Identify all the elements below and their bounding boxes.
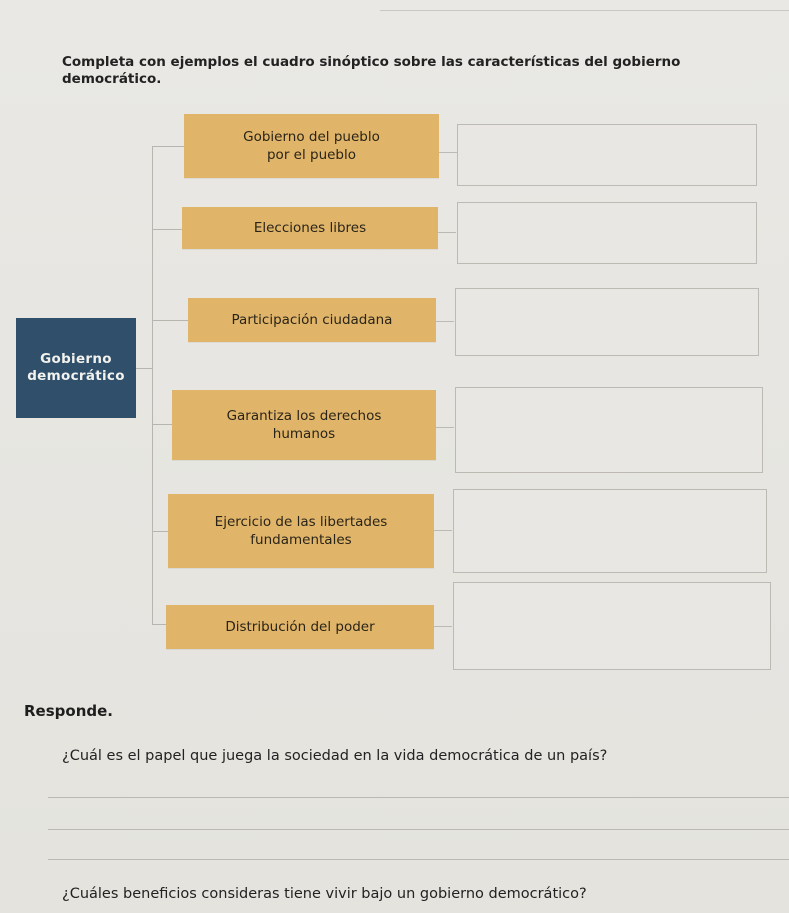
branch-box-1: [184, 114, 439, 178]
branch-box-2: [182, 207, 438, 249]
branch-4-line2: humanos: [272, 426, 336, 442]
branch-1-line2: por el pueblo: [266, 147, 357, 163]
branch-1-line1: Gobierno del pueblo: [243, 129, 380, 145]
answer-connector-3: [436, 321, 454, 322]
answer-connector-6: [434, 626, 452, 627]
bracket-tick-2: [152, 229, 182, 230]
answer-box-2[interactable]: [457, 202, 757, 264]
answer-line-a1[interactable]: [48, 797, 789, 798]
bracket-tick-3: [152, 320, 188, 321]
answer-box-3[interactable]: [455, 288, 759, 356]
answer-box-4[interactable]: [455, 387, 763, 473]
bracket-tick-5: [152, 531, 168, 532]
answer-box-5[interactable]: [453, 489, 767, 573]
answer-line-a3[interactable]: [48, 859, 789, 860]
branch-box-5: [168, 494, 434, 568]
branch-5-line2: fundamentales: [250, 532, 352, 548]
bracket-tick-4: [152, 424, 172, 425]
answer-line-a2[interactable]: [48, 829, 789, 830]
answer-box-1[interactable]: [457, 124, 757, 186]
branch-5-line1: Ejercicio de las libertades: [214, 514, 388, 530]
answer-box-6[interactable]: [453, 582, 771, 670]
branch-box-6: [166, 605, 434, 649]
branch-6-label: Distribución del poder: [225, 619, 375, 635]
page-top-rule: [380, 0, 789, 11]
bracket-tick-6: [152, 624, 166, 625]
section-title: Responde.: [24, 702, 113, 720]
answer-connector-2: [438, 232, 456, 233]
answer-connector-5: [434, 530, 452, 531]
question-b: ¿Cuáles beneficios consideras tiene vivir bajo un gobierno democrático?: [62, 886, 587, 902]
root-label-line2: democrático: [27, 368, 125, 384]
branch-box-3: [188, 298, 436, 342]
bracket-vertical-line: [152, 146, 153, 624]
bracket-tick-1: [152, 146, 184, 147]
root-concept-box: [16, 318, 136, 418]
branch-3-label: Participación ciudadana: [231, 312, 393, 328]
bracket-root-connector: [136, 368, 152, 369]
branch-4-line1: Garantiza los derechos: [226, 408, 382, 424]
question-a: ¿Cuál es el papel que juega la sociedad en la vida democrática de un país?: [62, 748, 608, 764]
activity-instruction: Completa con ejemplos el cuadro sinóptico sobre las características del gobierno democrático.: [62, 54, 681, 87]
answer-connector-1: [439, 152, 457, 153]
branch-box-4: [172, 390, 436, 460]
answer-connector-4: [436, 427, 454, 428]
branch-2-label: Elecciones libres: [253, 220, 367, 236]
root-label-line1: Gobierno: [40, 351, 112, 367]
